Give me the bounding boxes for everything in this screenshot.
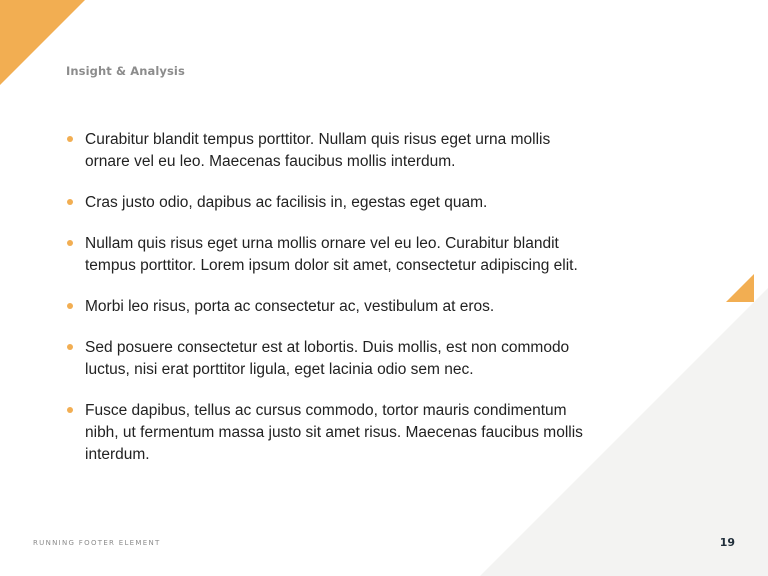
bullet-item: [66, 296, 586, 318]
bullet-text: Nullam quis risus eget urna mollis ornare vel eu leo. Curabitur blandit tempus porttitor. Lorem ipsum dolor sit amet, consectetur adipiscing elit.: [85, 235, 578, 274]
page-number: 19: [719, 536, 735, 549]
bullet-text: Curabitur blandit tempus porttitor. Nullam quis risus eget urna mollis ornare vel eu leo. Maecenas faucibus mollis interdum.: [85, 131, 551, 170]
bullet-dot-icon: [67, 199, 73, 205]
bullet-item: [66, 192, 586, 214]
running-footer: RUNNING FOOTER ELEMENT: [33, 539, 161, 547]
section-title: Insight & Analysis: [66, 64, 185, 78]
bullet-item: [66, 129, 586, 173]
bullet-item: [66, 400, 586, 466]
bullet-item: [66, 337, 586, 381]
bullet-text: Fusce dapibus, tellus ac cursus commodo, tortor mauris condimentum nibh, ut fermentum massa justo sit amet risus. Maecenas faucibus mollis interdum.: [85, 402, 583, 463]
bullet-text: Sed posuere consectetur est at lobortis. Duis mollis, est non commodo luctus, nisi erat porttitor ligula, eget lacinia odio sem nec.: [85, 339, 570, 378]
bullet-item: [66, 233, 586, 277]
bullet-dot-icon: [67, 240, 73, 246]
bullet-text: Morbi leo risus, porta ac consectetur ac, vestibulum at eros.: [85, 298, 495, 315]
accent-triangle-right: [726, 274, 754, 302]
bullet-dot-icon: [67, 136, 73, 142]
bullet-dot-icon: [67, 344, 73, 350]
bullet-dot-icon: [67, 407, 73, 413]
bullet-dot-icon: [67, 303, 73, 309]
bullet-list: [66, 129, 586, 485]
bullet-text: Cras justo odio, dapibus ac facilisis in, egestas eget quam.: [85, 194, 488, 211]
